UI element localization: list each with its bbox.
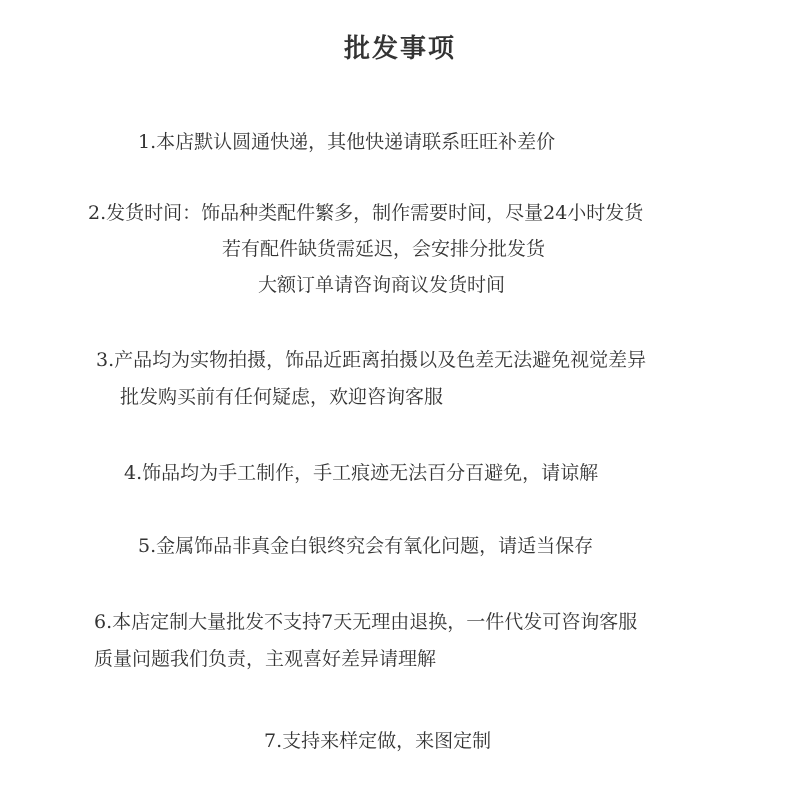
page-title: 批发事项 (343, 34, 456, 64)
notice-item-3-line-1: 3.产品均为实物拍摄，饰品近距离拍摄以及色差无法避免视觉差异 (96, 349, 647, 371)
notice-item-7-line-1: 7.支持来样定做，来图定制 (264, 730, 492, 752)
notice-item-6-line-2: 质量问题我们负责，主观喜好差异请理解 (94, 648, 437, 670)
notice-item-3-line-2: 批发购买前有任何疑虑，欢迎咨询客服 (120, 386, 444, 408)
notice-item-1-line-1: 1.本店默认圆通快递，其他快递请联系旺旺补差价 (138, 131, 556, 153)
notice-item-5-line-1: 5.金属饰品非真金白银终究会有氧化问题，请适当保存 (138, 535, 594, 557)
notice-item-6-line-1: 6.本店定制大量批发不支持7天无理由退换，一件代发可咨询客服 (94, 611, 638, 633)
notice-item-4-line-1: 4.饰品均为手工制作，手工痕迹无法百分百避免，请谅解 (124, 462, 599, 484)
notice-item-2-line-1: 2.发货时间：饰品种类配件繁多，制作需要时间，尽量24小时发货 (88, 202, 644, 224)
notice-item-2-line-2: 若有配件缺货需延迟，会安排分批发货 (222, 238, 546, 260)
notice-item-2-line-3: 大额订单请咨询商议发货时间 (258, 274, 506, 296)
